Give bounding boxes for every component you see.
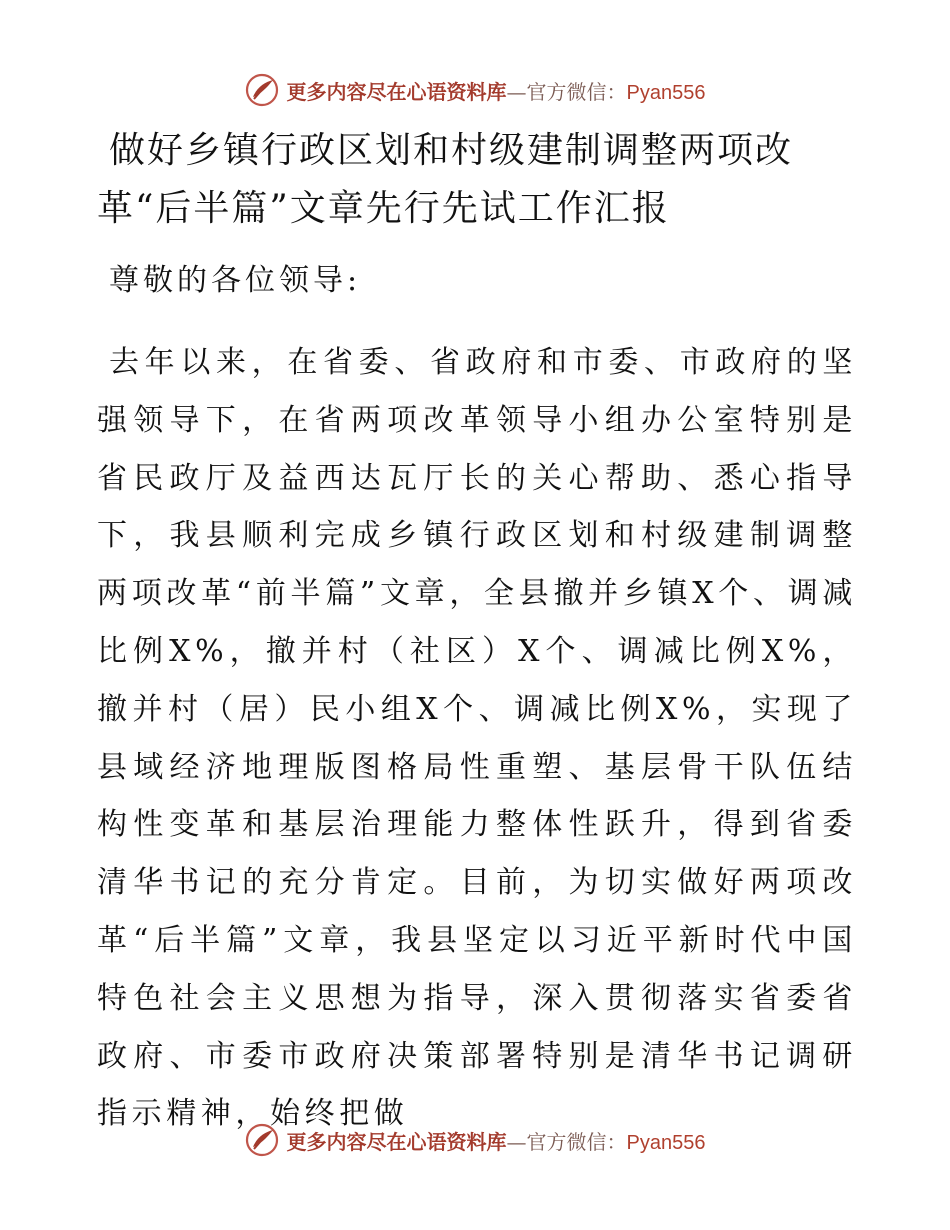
document-title: 做好乡镇行政区划和村级建制调整两项改革“后半篇”文章先行先试工作汇报 (97, 130, 794, 229)
banner-site-text: 更多内容尽在心语资料库 (286, 1129, 507, 1154)
document-body (97, 122, 857, 1143)
salutation: 尊敬的各位领导: (109, 263, 362, 298)
quill-pen-logo-icon (245, 1123, 279, 1157)
banner-contact-label: 官方微信： (526, 1129, 627, 1154)
footer-banner (0, 1120, 950, 1160)
header-banner (0, 70, 950, 110)
banner-wechat-id: Pyan556 (626, 81, 706, 104)
banner-wechat-id: Pyan556 (626, 1131, 706, 1154)
body-paragraph: 去年以来，在省委、省政府和市委、市政府的坚强领导下，在省两项改革领导小组办公室特别是省民政厅及益西达瓦厅长的关心帮助、悉心指导下，我县顺利完成乡镇行政区划和村级建制调整两项改革“前半篇”文章，全县撤并乡镇X个、调减比例X%，撤并村（社区）X个、调减比例X%，撤并村（居）民小组X个、调减比例X%，实现了县域经济地理版图格局性重塑、基层骨干队伍结构性变革和基层治理能力整体性跃升，得到省委清华书记的充分肯定。目前，为切实做好两项改革“后半篇”文章，我县坚定以习近平新时代中国特色社会主义思想为指导，深入贯彻落实省委省政府、市委市政府决策部署特别是清华书记调研指示精神，始终把做 (97, 345, 857, 1132)
banner-site-text: 更多内容尽在心语资料库 (286, 79, 507, 104)
banner-contact-label: 官方微信： (526, 79, 627, 104)
quill-pen-logo-icon (245, 73, 279, 107)
banner-dash: — (506, 79, 527, 104)
banner-dash: — (506, 1129, 527, 1154)
